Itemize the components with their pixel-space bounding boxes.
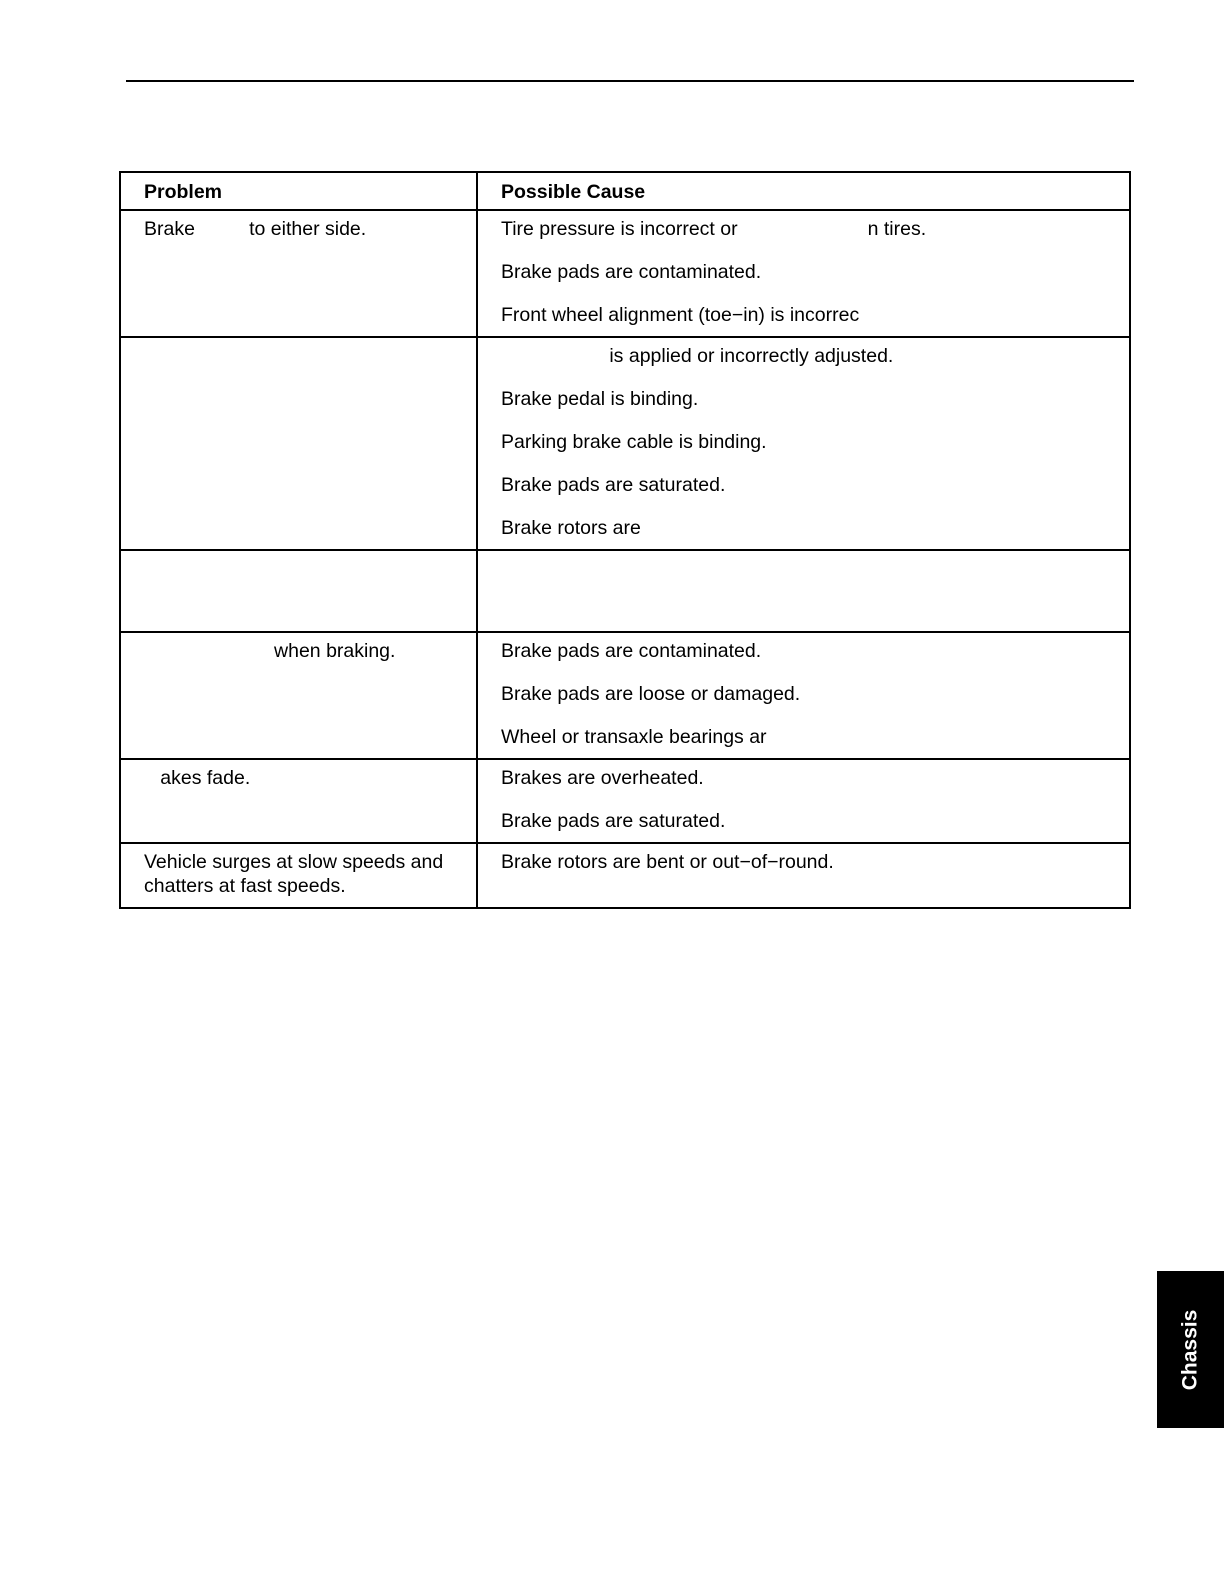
table-header-row: [120, 172, 1130, 210]
cause-cell: [477, 210, 1130, 337]
problem-cell: [120, 550, 477, 632]
problem-text: when braking.: [144, 640, 396, 662]
table-row: [120, 632, 1130, 759]
table-row: [120, 843, 1130, 908]
chassis-section-tab: [1157, 1271, 1224, 1428]
problem-column-header: Problem: [120, 172, 477, 210]
cause-text: Brake pads are saturated.: [501, 474, 726, 496]
problem-cell: [120, 337, 477, 550]
problem-cell: [120, 210, 477, 337]
header-rule: [126, 80, 1134, 82]
cause-cell: [477, 337, 1130, 550]
table-row: [120, 210, 1130, 337]
table-row: [120, 337, 1130, 550]
cause-cell: [477, 759, 1130, 843]
possible-cause-column-header: Possible Cause: [477, 172, 1130, 210]
table-row: [120, 550, 1130, 632]
problem-text: Brake to either side.: [144, 218, 367, 240]
cause-text: Brake pads are saturated.: [501, 810, 726, 832]
problem-cell: [120, 759, 477, 843]
cause-text: Wheel or transaxle bearings ar: [501, 726, 767, 748]
cause-text: Brake pads are contaminated.: [501, 261, 762, 283]
cause-text: Parking brake cable is binding.: [501, 431, 767, 453]
problem-cell: [120, 843, 477, 908]
troubleshooting-table-container: [119, 171, 1129, 909]
cause-text: Tire pressure is incorrect or n tires.: [501, 218, 927, 240]
problem-text: Vehicle surges at slow speeds and chatters at fast speeds.: [144, 851, 449, 897]
cause-cell: [477, 843, 1130, 908]
cause-cell: [477, 632, 1130, 759]
cause-text: Brake pads are loose or damaged.: [501, 683, 801, 705]
problem-cell: [120, 632, 477, 759]
problem-text: akes fade.: [144, 767, 251, 789]
table-row: [120, 759, 1130, 843]
section-tab-label: Chassis: [1178, 1309, 1202, 1390]
cause-text: Front wheel alignment (toe−in) is incorrec: [501, 304, 860, 326]
cause-text: is applied or incorrectly adjusted.: [501, 345, 894, 367]
cause-text: Brake rotors are: [501, 517, 641, 539]
cause-text: Brake pedal is binding.: [501, 388, 699, 410]
troubleshooting-table: [119, 171, 1131, 909]
cause-text: Brake pads are contaminated.: [501, 640, 762, 662]
cause-text: Brakes are overheated.: [501, 767, 704, 789]
cause-cell: [477, 550, 1130, 632]
cause-text: Brake rotors are bent or out−of−round.: [501, 851, 834, 873]
